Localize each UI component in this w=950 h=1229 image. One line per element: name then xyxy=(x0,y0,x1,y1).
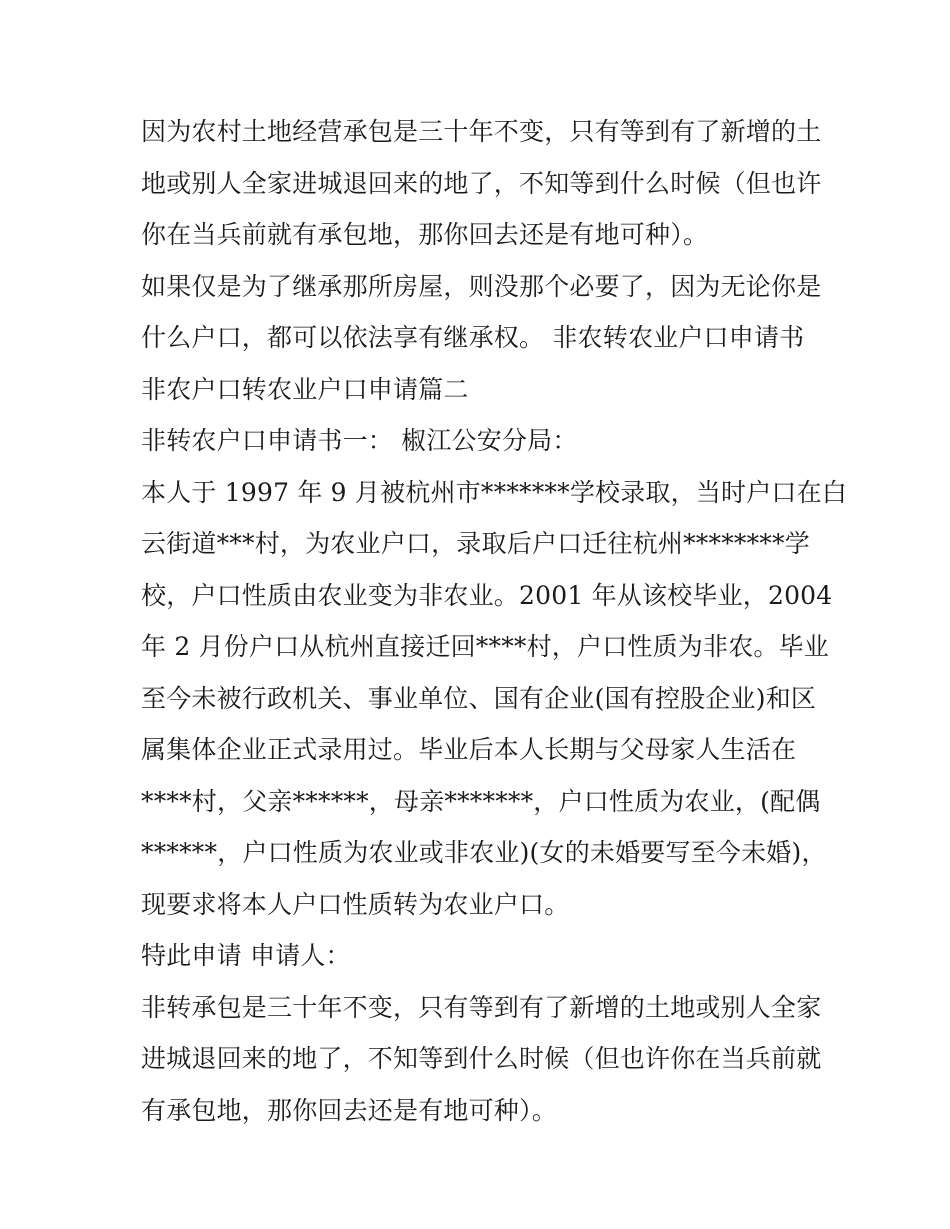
text-line: ******，户口性质为农业或非农业)(女的未婚要写至今未婚)， xyxy=(141,838,827,867)
text-line: 校，户口性质由农业变为非农业。2001 年从该校毕业，2004 xyxy=(141,580,833,610)
letter-signature: 特此申请 申请人： xyxy=(141,941,351,970)
text-line: 因为农村土地经营承包是三十年不变，只有等到有了新增的土 xyxy=(141,117,822,146)
text-line: 云街道***村，为农业户口，录取后户口迁往杭州********学 xyxy=(141,529,810,558)
text-line: 非转承包是三十年不变，只有等到有了新增的土地或别人全家 xyxy=(141,992,822,1022)
text-line: 进城退回来的地了，不知等到什么时候（但也许你在当兵前就 xyxy=(141,1044,822,1073)
text-line: 什么户口，都可以依法享有继承权。 非农转农业户口申请书 xyxy=(141,323,805,352)
letter-salutation: 非转农户口申请书一： 椒江公安分局： xyxy=(141,426,578,455)
text-line: 年 2 月份户口从杭州直接迁回****村，户口性质为非农。毕业 xyxy=(141,632,830,661)
text-line: 现要求将本人户口性质转为农业户口。 xyxy=(141,889,570,919)
text-line: 至今未被行政机关、事业单位、国有企业(国有控股企业)和区 xyxy=(141,683,817,713)
text-line: 本人于 1997 年 9 月被杭州市*******学校录取，当时户口在白 xyxy=(141,477,848,507)
section-heading: 非农户口转农业户口申请篇二 xyxy=(141,374,469,404)
text-line: ****村，父亲******，母亲*******，户口性质为农业，(配偶 xyxy=(141,786,821,816)
text-line: 如果仅是为了继承那所房屋，则没那个必要了，因为无论你是 xyxy=(141,271,822,301)
document-body xyxy=(141,106,848,1136)
text-line: 属集体企业正式录用过。毕业后本人长期与父母家人生活在 xyxy=(141,735,797,764)
text-line: 你在当兵前就有承包地，那你回去还是有地可种）。 xyxy=(141,220,709,249)
text-line: 有承包地，那你回去还是有地可种）。 xyxy=(141,1095,557,1125)
text-line: 地或别人全家进城退回来的地了，不知等到什么时候（但也许 xyxy=(141,168,822,198)
